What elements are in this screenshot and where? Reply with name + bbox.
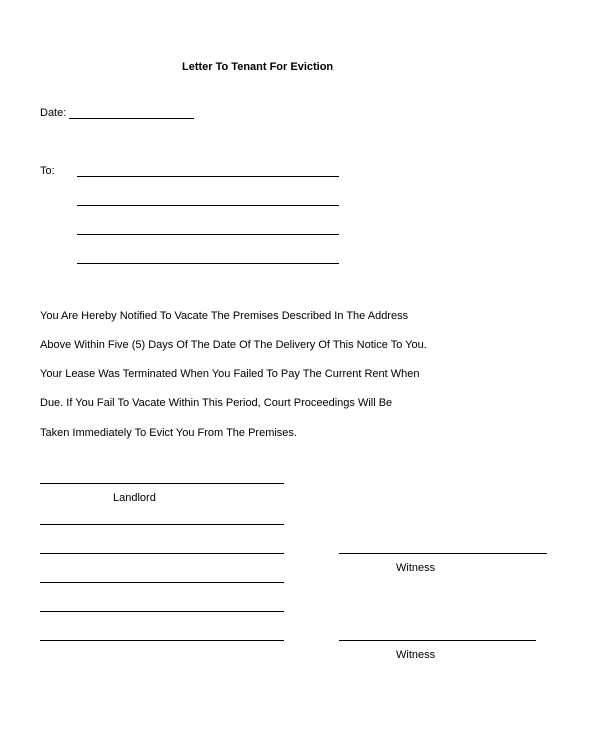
witness-signature-line-2 <box>339 640 536 641</box>
date-label: Date: <box>40 107 67 119</box>
signature-line-3 <box>40 553 284 554</box>
witness-signature-line-1 <box>339 553 547 554</box>
body-line-1: You Are Hereby Notified To Vacate The Premises Described In The Address <box>40 310 409 322</box>
landlord-label: Landlord <box>113 492 156 504</box>
body-line-3: Your Lease Was Terminated When You Failed To Pay The Current Rent When <box>40 368 420 380</box>
witness-label-2: Witness <box>396 649 436 661</box>
body-line-4: Due. If You Fail To Vacate Within This Period, Court Proceedings Will Be <box>40 397 393 409</box>
body-line-5: Taken Immediately To Evict You From The Premises. <box>40 427 297 439</box>
address-line-4 <box>77 263 339 264</box>
landlord-signature-line <box>40 483 284 484</box>
date-field-line <box>69 118 194 119</box>
signature-line-2 <box>40 524 284 525</box>
witness-label-1: Witness <box>396 562 436 574</box>
letter-title: Letter To Tenant For Eviction <box>182 61 334 73</box>
address-line-2 <box>77 205 339 206</box>
body-line-2: Above Within Five (5) Days Of The Date Of The Delivery Of This Notice To You. <box>40 339 427 351</box>
signature-line-4 <box>40 582 284 583</box>
to-label: To: <box>40 165 55 177</box>
address-line-3 <box>77 234 339 235</box>
signature-line-5 <box>40 611 284 612</box>
signature-line-6 <box>40 640 284 641</box>
address-line-1 <box>77 176 339 177</box>
